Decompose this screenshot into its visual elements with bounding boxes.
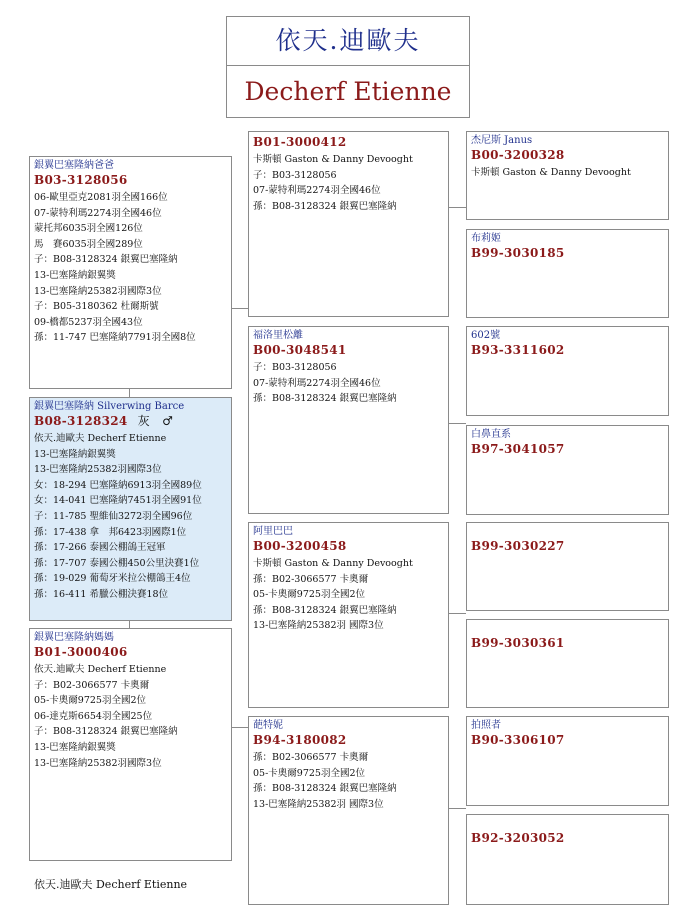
connector-line	[448, 613, 466, 614]
pigeon-name: 銀翼巴塞隆納 Silverwing Barce	[34, 401, 185, 412]
record-line: 卡斯頓 Gaston & Danny Devooght	[253, 154, 413, 165]
great-grandparent-card-7	[466, 716, 669, 806]
record-line: 依天.迪歐夫 Decherf Etienne	[34, 664, 167, 675]
record-line: 07-蒙特利瑪2274羽全國46位	[253, 185, 381, 197]
pigeon-record-lines	[30, 190, 231, 346]
record-line: 06-歐里亞克2081羽全國166位	[34, 192, 168, 203]
record-line: 05-卡奧爾9725羽全國2位	[253, 767, 366, 779]
record-line: 依天.迪歐夫 Decherf Etienne	[34, 433, 167, 444]
pigeon-name: 福洛里松離	[253, 330, 303, 341]
record-line: 孫：17-707 泰國公棚450公里決賽1位	[34, 557, 200, 569]
record-line: 05-卡奧爾9725羽全國2位	[34, 695, 147, 707]
record-line: 孫：B08-3128324 銀翼巴塞隆納	[253, 604, 397, 616]
record-line: 女：18-294 巴塞隆納6913羽全國89位	[34, 479, 202, 491]
record-line: 孫：19-029 葡萄牙米拉公棚鴿王4位	[34, 573, 191, 585]
ring-number: B03-3128056	[34, 173, 128, 187]
record-line: 子：B08-3128324 銀翼巴塞隆納	[34, 726, 178, 738]
ring-number: B01-3000412	[253, 135, 347, 149]
pigeon-name: 白鼻直系	[471, 429, 511, 440]
great-grandparent-card-4	[466, 425, 669, 515]
dam-card	[29, 628, 232, 861]
record-line: 07-蒙特利瑪2274羽全國46位	[34, 207, 162, 219]
record-line: 蒙托邦6035羽全國126位	[34, 223, 143, 235]
pigeon-record-lines	[249, 750, 448, 812]
record-line: 馬 賽6035羽全國289位	[34, 238, 143, 250]
connector-line	[448, 423, 466, 424]
record-line: 孫：17-266 泰國公棚鴿王冠軍	[34, 542, 166, 554]
pigeon-name	[467, 523, 668, 538]
ring-number: B99-3030185	[471, 246, 565, 260]
record-line: 06-達克斯6654羽全國25位	[34, 710, 153, 722]
ring-number: B00-3200458	[253, 539, 347, 553]
record-line: 女：14-041 巴塞隆納7451羽全國91位	[34, 495, 202, 507]
record-line: 孫：B08-3128324 銀翼巴塞隆納	[253, 200, 397, 212]
great-grandparent-card-8	[466, 814, 669, 905]
record-line: 09-橋都5237羽全國43位	[34, 316, 143, 328]
pigeon-name: 阿里巴巴	[253, 526, 293, 537]
connector-line	[448, 808, 466, 809]
record-line: 孫：B08-3128324 銀翼巴塞隆納	[253, 393, 397, 405]
record-line: 子：B03-3128056	[253, 169, 337, 181]
pigeon-record-lines	[249, 360, 448, 407]
record-line: 卡斯頓 Gaston & Danny Devooght	[253, 558, 413, 569]
grandparent-card-1	[248, 131, 449, 317]
grandparent-card-2	[248, 326, 449, 514]
ring-number: B94-3180082	[253, 733, 347, 747]
pigeon-name: 杰尼斯 Janus	[471, 135, 533, 146]
ring-number: B93-3311602	[471, 343, 565, 357]
record-line: 13-巴塞隆納25382羽 國際3位	[253, 620, 384, 632]
record-line: 孫：B02-3066577 卡奧爾	[253, 752, 369, 763]
grandparent-card-4	[248, 716, 449, 905]
pigeon-record-lines	[30, 662, 231, 771]
record-line: 05-卡奧爾9725羽全國2位	[253, 589, 366, 601]
record-line: 子：11-785 聖維仙3272羽全國96位	[34, 510, 193, 522]
ring-number: B97-3041057	[471, 442, 565, 456]
record-line: 孫：B08-3128324 銀翼巴塞隆納	[253, 783, 397, 795]
record-line: 13-巴塞隆納25382羽國際3位	[34, 757, 162, 769]
pigeon-name: 602號	[471, 330, 501, 341]
ring-number: B92-3203052	[471, 831, 565, 845]
ring-number: B90-3306107	[471, 733, 565, 747]
sire-card	[29, 156, 232, 389]
footer-breeder-name: 依天.迪歐夫 Decherf Etienne	[34, 878, 188, 891]
ring-number: B99-3030361	[471, 636, 565, 650]
great-grandparent-card-2	[466, 229, 669, 318]
connector-line	[231, 727, 249, 728]
great-grandparent-card-6	[466, 619, 669, 708]
pigeon-name: 葩特妮	[253, 720, 283, 731]
great-grandparent-card-1	[466, 131, 669, 220]
connector-line	[231, 308, 249, 309]
great-grandparent-card-5	[466, 522, 669, 611]
subject-card	[29, 397, 232, 621]
record-line: 子：B08-3128324 銀翼巴塞隆納	[34, 254, 178, 266]
record-line: 13-巴塞隆納25382羽國際3位	[34, 464, 162, 476]
ring-number: B00-3048541	[253, 343, 347, 357]
ring-number: B01-3000406	[34, 645, 128, 659]
record-line: 13-巴塞隆納25382羽國際3位	[34, 285, 162, 297]
color-sex: 灰 ♂	[137, 414, 174, 428]
pigeon-name: 拍照者	[471, 720, 501, 731]
ring-number: B00-3200328	[471, 148, 565, 162]
record-line: 13-巴塞隆納銀翼獎	[34, 269, 116, 281]
record-line: 13-巴塞隆納銀翼獎	[34, 741, 116, 753]
record-line: 子：B02-3066577 卡奧爾	[34, 679, 150, 691]
pigeon-name: 銀翼巴塞隆納媽媽	[34, 632, 114, 643]
breeder-name-chinese: 依天.迪歐夫	[226, 16, 470, 66]
record-line: 孫：16-411 希臘公棚決賽18位	[34, 588, 169, 600]
pigeon-record-lines	[249, 152, 448, 214]
breeder-name-english: Decherf Etienne	[226, 65, 470, 118]
pigeon-name	[467, 620, 668, 635]
ring-number: B99-3030227	[471, 539, 565, 553]
record-line: 孫：B02-3066577 卡奧爾	[253, 573, 369, 585]
record-line: 卡斯頓 Gaston & Danny Devooght	[471, 167, 631, 178]
record-line: 07-蒙特利瑪2274羽全國46位	[253, 377, 381, 389]
ring-number	[30, 413, 231, 431]
pigeon-name: 布莉姬	[471, 233, 501, 244]
record-line: 子：B03-3128056	[253, 362, 337, 373]
pigeon-name: 銀翼巴塞隆納爸爸	[34, 160, 114, 171]
great-grandparent-card-3	[466, 326, 669, 416]
record-line: 子：B05-3180362 杜爾斯號	[34, 301, 159, 313]
record-line: 13-巴塞隆納銀翼獎	[34, 448, 116, 460]
connector-line	[448, 207, 466, 208]
grandparent-card-3	[248, 522, 449, 708]
pigeon-record-lines	[467, 165, 668, 181]
record-line: 孫：11-747 巴塞隆納7791羽全國8位	[34, 332, 196, 344]
pigeon-name	[467, 815, 668, 830]
ring-number-value: B08-3128324	[34, 414, 128, 428]
pigeon-record-lines	[249, 556, 448, 634]
record-line: 孫：17-438 拿 邦6423羽國際1位	[34, 526, 187, 538]
record-line: 13-巴塞隆納25382羽 國際3位	[253, 798, 384, 810]
pigeon-record-lines	[30, 431, 231, 603]
